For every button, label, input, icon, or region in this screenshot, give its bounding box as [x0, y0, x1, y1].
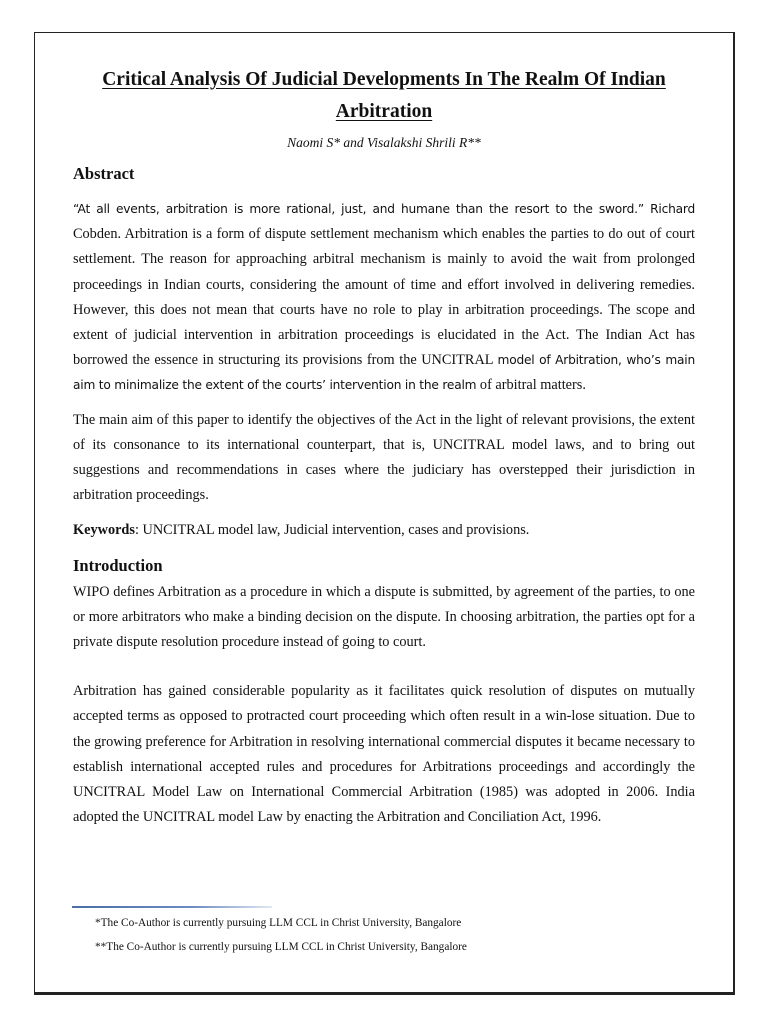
abstract-text-end: of arbitral matters.	[479, 377, 586, 394]
abstract-text-alt: model of Arbitration, who’s main aim to minimalize the extent of the courts’ intervention in the realm	[73, 353, 695, 393]
keywords-line	[73, 518, 695, 543]
introduction-paragraph-2: Arbitration has gained considerable popularity as it facilitates quick resolution of disputes on mutually accepted terms as opposed to protracted court proceeding which often result in a win-lose situation. Due to the growing preference for Arbitration in resolving international commercial disputes it became necessary to establish international accepted rules and procedures for Arbitrations proceedings and accordingly the UNCITRAL Model Law on International Commercial Arbitration (1985) was adopted in 2006. India adopted the UNCITRAL model Law by enacting the Arbitration and Conciliation Act, 1996.	[73, 683, 695, 826]
abstract-heading: Abstract	[73, 164, 135, 183]
introduction-heading: Introduction	[73, 555, 163, 575]
footnote-2: **The Co-Author is currently pursuing LLM CCL in Christ University, Bangalore	[95, 941, 467, 953]
abstract-paragraph-2: The main aim of this paper to identify the objectives of the Act in the light of relevant provisions, the extent of its consonance to its international counterpart, that is, UNCITRAL model laws, and to bring out suggestions and recommendations in cases where the judiciary has overstepped their jurisdiction in arbitration proceedings.	[73, 411, 695, 504]
paper-body	[73, 64, 695, 830]
abstract-quote: “At all events, arbitration is more rational, just, and humane than the resort to the sword.” Richard	[73, 202, 695, 216]
footnote-1: *The Co-Author is currently pursuing LLM CCL in Christ University, Bangalore	[95, 917, 462, 929]
keywords-text: : UNCITRAL model law, Judicial intervention, cases and provisions.	[134, 522, 530, 539]
abstract-paragraph-1	[73, 197, 695, 399]
abstract-text: Cobden. Arbitration is a form of dispute settlement mechanism which enables the parties to do out of court settlement. The reason for approaching arbitral mechanism is mainly to avoid the wait from prolonged proceedings in Indian courts, considering the amount of time and effort involved in delivering remedies. However, this does not mean that courts have no role to play in arbitration proceedings. The scope and extent of judicial intervention in arbitration proceedings is elucidated in the Act. The Indian Act has borrowed the essence in structuring its provisions from the UNCITRAL	[73, 226, 695, 369]
paper-authors: Naomi S* and Visalakshi Shrili R**	[287, 135, 481, 150]
footnotes	[95, 911, 467, 959]
keywords-label: Keywords	[73, 522, 135, 539]
paper-title: Critical Analysis Of Judicial Developments In The Realm Of Indian Arbitration	[102, 69, 666, 122]
introduction-paragraph-1: WIPO defines Arbitration as a procedure in which a dispute is submitted, by agreement of the parties, to one or more arbitrators who make a binding decision on the dispute. In choosing arbitration, the parties opt for a private dispute resolution procedure instead of going to court.	[73, 583, 695, 651]
footnote-separator	[72, 906, 272, 908]
